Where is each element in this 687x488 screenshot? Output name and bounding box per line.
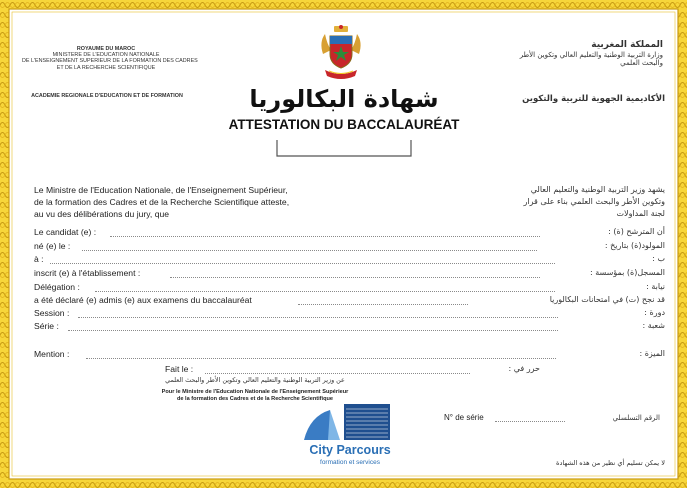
ministry-line-1: MINISTERE DE L'EDUCATION NATIONALE	[52, 52, 160, 59]
issued-at-label-ar: حرر في :	[508, 364, 540, 373]
ministry-line-2: DE L'ENSEIGNEMENT SUPERIEUR DE LA FORMATION DES CADRES	[22, 58, 198, 65]
series-dotline	[68, 330, 558, 331]
candidate-dotline	[110, 236, 540, 237]
delegation-label: Délégation :	[34, 282, 80, 292]
session-label: Session :	[34, 308, 70, 318]
title-french: ATTESTATION DU BACCALAURÉAT	[228, 117, 460, 132]
intro-fr-2: de la formation des Cadres et de la Recherche Scientifique atteste,	[34, 197, 290, 207]
serial-label: N° de série	[444, 413, 484, 422]
birth-date-dotline	[82, 250, 537, 251]
birth-place-label-ar: ب :	[652, 254, 665, 263]
candidate-label: Le candidat (e) :	[34, 227, 97, 237]
signature-ar: عن وزير التربية الوطنية والتعليم العالي وتكوين الأطر والبحث العلمي	[165, 376, 345, 384]
issued-on-label: Fait le :	[165, 364, 194, 374]
serial-dotline	[495, 421, 565, 422]
title-bracket	[275, 138, 413, 160]
intro-ar-2: وتكوين الأطر والبحث العلمي بناء على قرار	[523, 197, 665, 206]
issued-dotline	[205, 373, 470, 374]
series-label: Série :	[34, 321, 59, 331]
footer-note: لا يمكن تسليم أي نظير من هذه الشهادة	[556, 459, 665, 467]
birth-date-label-ar: المولود(ة) بتاريخ :	[604, 241, 665, 250]
ministry-line-3: ET DE LA RECHERCHE SCIENTIFIQUE	[56, 64, 156, 71]
ministry-line-ar-1: وزارة التربية الوطنية والتعليم العالي وتكوين الأطر	[519, 50, 663, 59]
birth-date-label: né (e) le :	[34, 241, 71, 251]
academy-label-ar: الأكاديمية الجهوية للتربية والتكوين	[522, 94, 665, 104]
school-label: inscrit (e) à l'établissement :	[34, 268, 141, 278]
series-label-ar: شعبة :	[642, 321, 665, 330]
watermark-name: City Parcours	[309, 443, 391, 457]
right-header	[480, 40, 663, 68]
serial-label-ar: الرقم التسلسلي	[612, 414, 660, 422]
admitted-dotline	[298, 304, 468, 305]
coat-of-arms-icon	[315, 24, 367, 82]
ministry-line-ar-2: والبحث العلمي	[620, 59, 663, 68]
city-parcours-logo-icon	[300, 400, 392, 442]
mention-label-ar: الميزة :	[639, 349, 665, 358]
delegation-dotline	[95, 291, 555, 292]
title-arabic: شهادة البكالوريا	[249, 85, 439, 113]
school-label-ar: المسجل(ة) بمؤسسة :	[590, 268, 665, 277]
intro-ar-3: لجنة المداولات	[616, 209, 665, 218]
mention-dotline	[86, 358, 556, 359]
watermark-tagline: formation et services	[320, 459, 380, 466]
intro-ar-1: يشهد وزير التربية الوطنية والتعليم العالي	[530, 185, 665, 194]
session-dotline	[78, 317, 558, 318]
delegation-label-ar: نيابة :	[646, 282, 665, 291]
mention-label: Mention :	[34, 349, 70, 359]
session-label-ar: دورة :	[644, 308, 665, 317]
birth-place-label: à :	[34, 254, 44, 264]
admitted-label: a été déclaré (e) admis (e) aux examens du baccalauréat	[34, 295, 252, 305]
school-dotline	[170, 277, 540, 278]
signature-fr-1: Pour le Ministre de l'Education Nationale de l'Enseignement Supérieur	[161, 389, 349, 395]
candidate-label-ar: أن المترشح (ة) :	[608, 227, 665, 236]
intro-fr-3: au vu des délibérations du jury, que	[34, 209, 170, 219]
admitted-label-ar: قد نجح (ت) في امتحانات البكالوريا	[549, 295, 665, 304]
left-header	[22, 46, 198, 71]
intro-fr-1: Le Ministre de l'Education Nationale, de l'Enseignement Supérieur,	[34, 185, 288, 195]
academy-label: ACADEMIE REGIONALE D'EDUCATION ET DE FORMATION	[31, 93, 183, 99]
kingdom-label: ROYAUME DU MAROC	[76, 46, 136, 52]
birth-place-dotline	[50, 263, 555, 264]
signature-fr-2: de la formation des Cadres et de la Recherche Scientifique	[176, 396, 334, 402]
kingdom-label-ar: المملكة المغربية	[591, 40, 663, 50]
